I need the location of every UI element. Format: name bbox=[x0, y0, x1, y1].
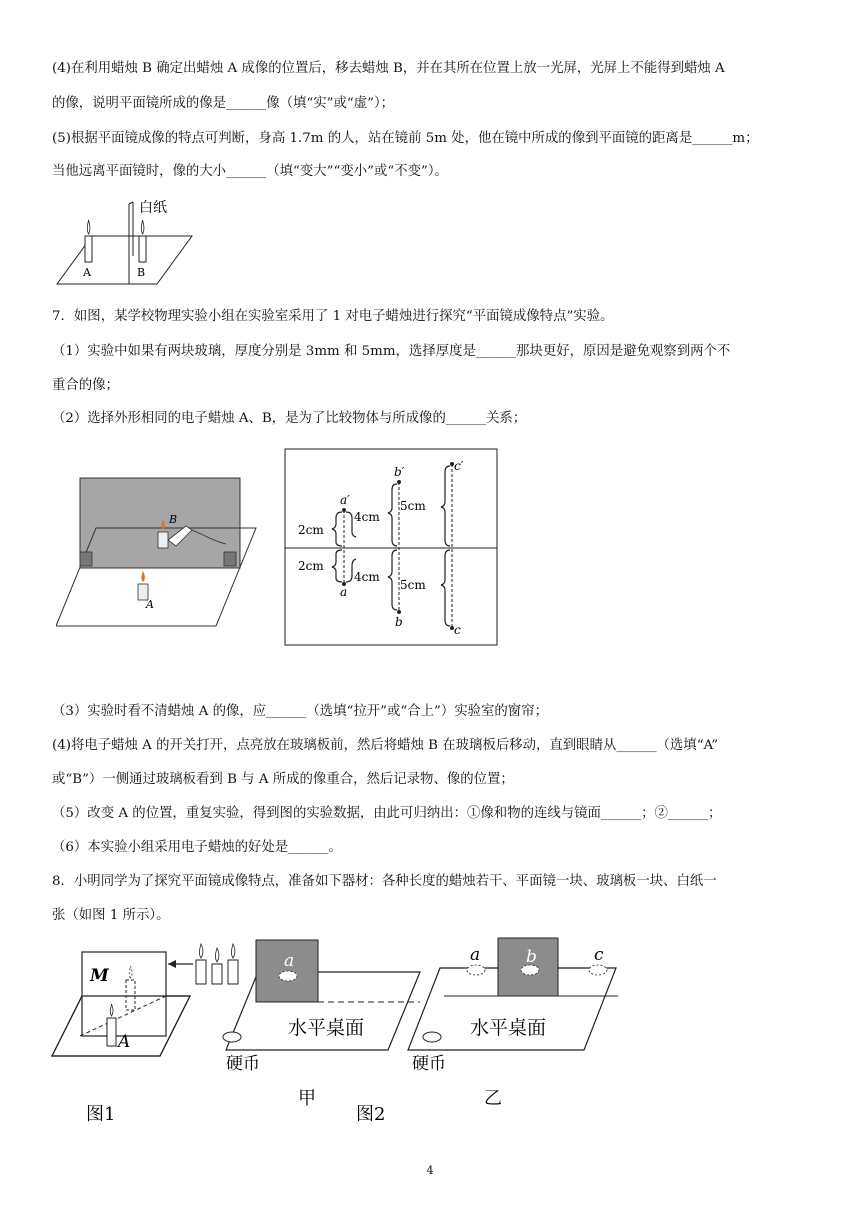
distance-a-bottom: 2cm bbox=[298, 559, 324, 573]
distance-b-bottom: 4cm bbox=[354, 570, 380, 584]
coin-label-yi: 硬币 bbox=[412, 1054, 446, 1074]
mirror-experiment-figures bbox=[50, 936, 630, 1132]
candle-b bbox=[139, 236, 146, 262]
label-a-prime: a′ bbox=[340, 493, 350, 507]
desk-label-yi: 水平桌面 bbox=[470, 1017, 547, 1039]
label-pos-a-jia: a bbox=[284, 951, 295, 971]
distance-a-top: 2cm bbox=[298, 523, 324, 537]
caption-figure-2: 图2 bbox=[356, 1104, 386, 1125]
label-c-prime: c′ bbox=[454, 459, 464, 473]
label-b: B bbox=[169, 513, 178, 526]
label-pos-b-yi: b bbox=[526, 947, 537, 967]
candle-paper-figure bbox=[52, 196, 202, 292]
page-number: 4 bbox=[426, 1164, 434, 1177]
label-m: M bbox=[90, 966, 109, 986]
q8-stem-line2: 张（如图 1 所示）。 bbox=[52, 908, 170, 923]
q7-part5: （5）改变 A 的位置，重复实验，得到图的实验数据，由此可归纳出：①像和物的连线与镜面______；②______； bbox=[52, 806, 722, 821]
q6-part4-line2: 的像，说明平面镜所成的像是______像（填“实”或“虚”）； bbox=[52, 96, 395, 111]
q7-part2: （2）选择外形相同的电子蜡烛 A、B，是为了比较物体与所成像的______关系； bbox=[52, 411, 527, 426]
label-b: b bbox=[395, 615, 403, 629]
label-a: A bbox=[118, 1032, 131, 1052]
label-c: c bbox=[454, 623, 461, 637]
q6-part4-line1: (4)在利用蜡烛 B 确定出蜡烛 A 成像的位置后，移去蜡烛 B，并在其所在位置上放一光屏，光屏上不能得到蜡烛 A bbox=[52, 61, 725, 76]
label-pos-c-yi: c bbox=[594, 945, 604, 965]
sub-caption-yi: 乙 bbox=[484, 1088, 502, 1109]
q7-part1-line1: （1）实验中如果有两块玻璃，厚度分别是 3mm 和 5mm，选择厚度是______那块更好，原因是避免观察到两个不 bbox=[52, 344, 731, 359]
q7-part6: （6）本实验小组采用电子蜡烛的好处是______。 bbox=[52, 840, 342, 855]
sub-caption-jia: 甲 bbox=[298, 1088, 316, 1109]
q7-part3: （3）实验时看不清蜡烛 A 的像，应______（选填“拉开”或“合上”）实验室的窗帘； bbox=[52, 704, 548, 719]
distance-data-figure bbox=[284, 448, 498, 648]
q6-part5-line2: 当他远离平面镜时，像的大小______（填“变大”“变小”或“不变”）。 bbox=[52, 164, 448, 179]
label-pos-a-yi: a bbox=[470, 945, 481, 965]
label-b-prime: b′ bbox=[394, 465, 405, 479]
label-a: a bbox=[340, 585, 348, 599]
q7-part4-line2: 或“B”）一侧通过玻璃板看到 B 与 A 所成的像重合，然后记录物、像的位置； bbox=[52, 772, 514, 787]
mirror-m bbox=[82, 952, 166, 1036]
paper-label: 白纸 bbox=[139, 200, 167, 216]
q8-stem-line1: 8．小明同学为了探究平面镜成像特点，准备如下器材：各种长度的蜡烛若干、平面镜一块、玻璃板一块、白纸一 bbox=[52, 874, 717, 889]
coin-label-jia: 硬币 bbox=[226, 1054, 260, 1074]
q6-part5-line1: (5)根据平面镜成像的特点可判断，身高 1.7m 的人，站在镜前 5m 处，他在镜中所成的像到平面镜的距离是______m； bbox=[52, 131, 759, 146]
label-a: A bbox=[146, 598, 154, 611]
q7-part1-line2: 重合的像； bbox=[52, 378, 119, 393]
distance-b-top: 4cm bbox=[354, 510, 380, 524]
label-a: A bbox=[83, 266, 91, 279]
caption-figure-1: 图1 bbox=[86, 1104, 116, 1125]
distance-c-bottom: 5cm bbox=[400, 578, 426, 592]
label-b: B bbox=[137, 266, 146, 279]
q7-part4-line1: (4)将电子蜡烛 A 的开关打开，点亮放在玻璃板前，然后将蜡烛 B 在玻璃板后移动，直到眼睛从______（选填“A” bbox=[52, 738, 719, 753]
desk-label-jia: 水平桌面 bbox=[288, 1017, 365, 1039]
q7-stem: 7．如图，某学校物理实验小组在实验室采用了 1 对电子蜡烛进行探究“平面镜成像特点”实验。 bbox=[52, 309, 614, 324]
glass-board-figure bbox=[56, 476, 260, 628]
distance-c-top: 5cm bbox=[400, 499, 426, 513]
candle-a bbox=[85, 236, 92, 262]
